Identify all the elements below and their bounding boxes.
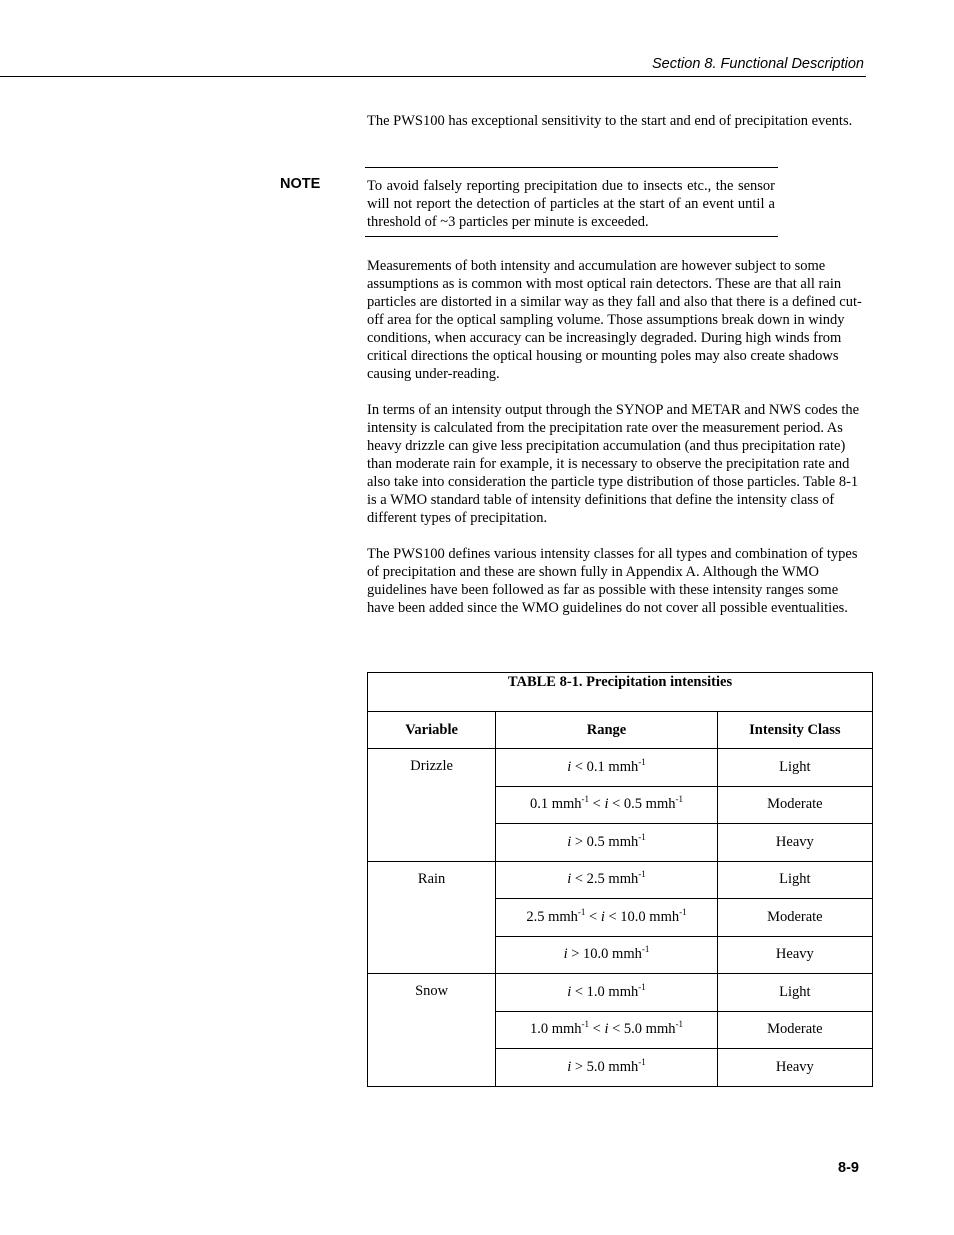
variable-cell: Snow [368,974,496,1087]
classes-paragraph: The PWS100 defines various intensity classes for all types and combination of types of precipitation and these are shown fully in Appendix A. Although the WMO guidelines have been followed as far as possible with these intensity ranges some have been added since the WMO guidelines do not cover all possible eventualities. [367,546,858,616]
unit-exponent: -1 [641,944,650,955]
intensity-class-cell: Light [717,974,872,1012]
unit-exponent: -1 [581,1019,590,1030]
intensity-symbol: i [567,1058,572,1075]
intensity-class-cell: Moderate [717,899,872,937]
unit-exponent: -1 [638,831,646,842]
column-header-variable: Variable [368,712,496,749]
table-body [368,749,873,1087]
range-cell: i > 5.0 mmh$^{-1}$ [496,1049,717,1087]
intensity-class-cell: Moderate [717,786,872,824]
precipitation-intensities-table [367,672,873,1087]
intensity-class-cell: Heavy [717,824,872,862]
intensity-symbol: i [567,983,572,1000]
range-cell: i < 0.1 mmh$^{-1}$ [496,749,717,787]
unit-exponent: -1 [638,981,646,992]
table-row [368,974,873,1012]
note-label: NOTE [280,176,321,192]
range-cell: 1.0 mmh$^{-1}$ < i < 5.0 mmh$^{-1}$ [496,1011,717,1049]
table-row [368,749,873,787]
range-cell: i < 1.0 mmh$^{-1}$ [496,974,717,1012]
range-cell: 2.5 mmh$^{-1}$ < i < 10.0 mmh$^{-1}$ [496,899,717,937]
range-cell: i > 10.0 mmh$^{-1}$ [496,936,717,974]
intensity-symbol: i [600,908,605,925]
intensity-symbol: i [567,758,572,775]
intensity-symbol: i [604,796,609,813]
unit-exponent: -1 [638,1056,646,1067]
intensity-symbol: i [567,871,572,888]
variable-cell: Rain [368,861,496,974]
unit-exponent: -1 [581,794,590,805]
intensity-class-cell: Light [717,861,872,899]
variable-cell: Drizzle [368,749,496,862]
unit-exponent: -1 [638,869,646,880]
intensity-class-cell: Heavy [717,1049,872,1087]
intensity-symbol: i [604,1021,609,1038]
range-cell: i > 0.5 mmh$^{-1}$ [496,824,717,862]
intensity-paragraph: In terms of an intensity output through the SYNOP and METAR and NWS codes the intensity is calculated from the precipitation rate over the measurement period. As heavy drizzle can give less precipitation accumulation (and thus precipitation rate) than moderate rain for example, it is necessary to observe the precipitation rate and also take into consideration the particle type distribution of those particles. Table 8-1 is a WMO standard table of intensity definitions that define the intensity class of different types of precipitation. [367,402,860,526]
note-box [365,167,778,237]
table-row [368,861,873,899]
unit-exponent: -1 [679,906,687,917]
column-header-range: Range [496,712,717,749]
unit-exponent: -1 [675,794,683,805]
section-title: Section 8. Functional Description [652,56,864,72]
range-cell: 0.1 mmh$^{-1}$ < i < 0.5 mmh$^{-1}$ [496,786,717,824]
unit-exponent: -1 [577,906,586,917]
note-text: To avoid falsely reporting precipitation due to insects etc., the sensor will not report the detection of particles at the start of an event until a threshold of ~3 particles per minute is exceeded. [367,178,775,230]
intensity-class-cell: Moderate [717,1011,872,1049]
intensity-symbol: i [567,833,572,850]
table-caption: TABLE 8-1. Precipitation intensities [368,673,873,712]
unit-exponent: -1 [675,1019,683,1030]
measurements-paragraph: Measurements of both intensity and accumulation are however subject to some assumptions as is common with most optical rain detectors. These are that all rain particles are distorted in a similar way as they fall and also that there is a defined cut-off area for the optical sampling volume. Those assumptions break down in windy conditions, when accuracy can be increasingly degraded. During high winds from critical directions the optical housing or mounting poles may also create shadows causing under-reading. [367,258,862,382]
intensity-class-cell: Light [717,749,872,787]
intro-paragraph: The PWS100 has exceptional sensitivity to the start and end of precipitation events. [367,113,853,129]
intensity-class-cell: Heavy [717,936,872,974]
column-header-intensity-class: Intensity Class [717,712,872,749]
page-number: 8-9 [838,1160,859,1176]
range-cell: i < 2.5 mmh$^{-1}$ [496,861,717,899]
page-header [0,56,866,77]
intensity-symbol: i [563,946,568,963]
unit-exponent: -1 [638,756,646,767]
